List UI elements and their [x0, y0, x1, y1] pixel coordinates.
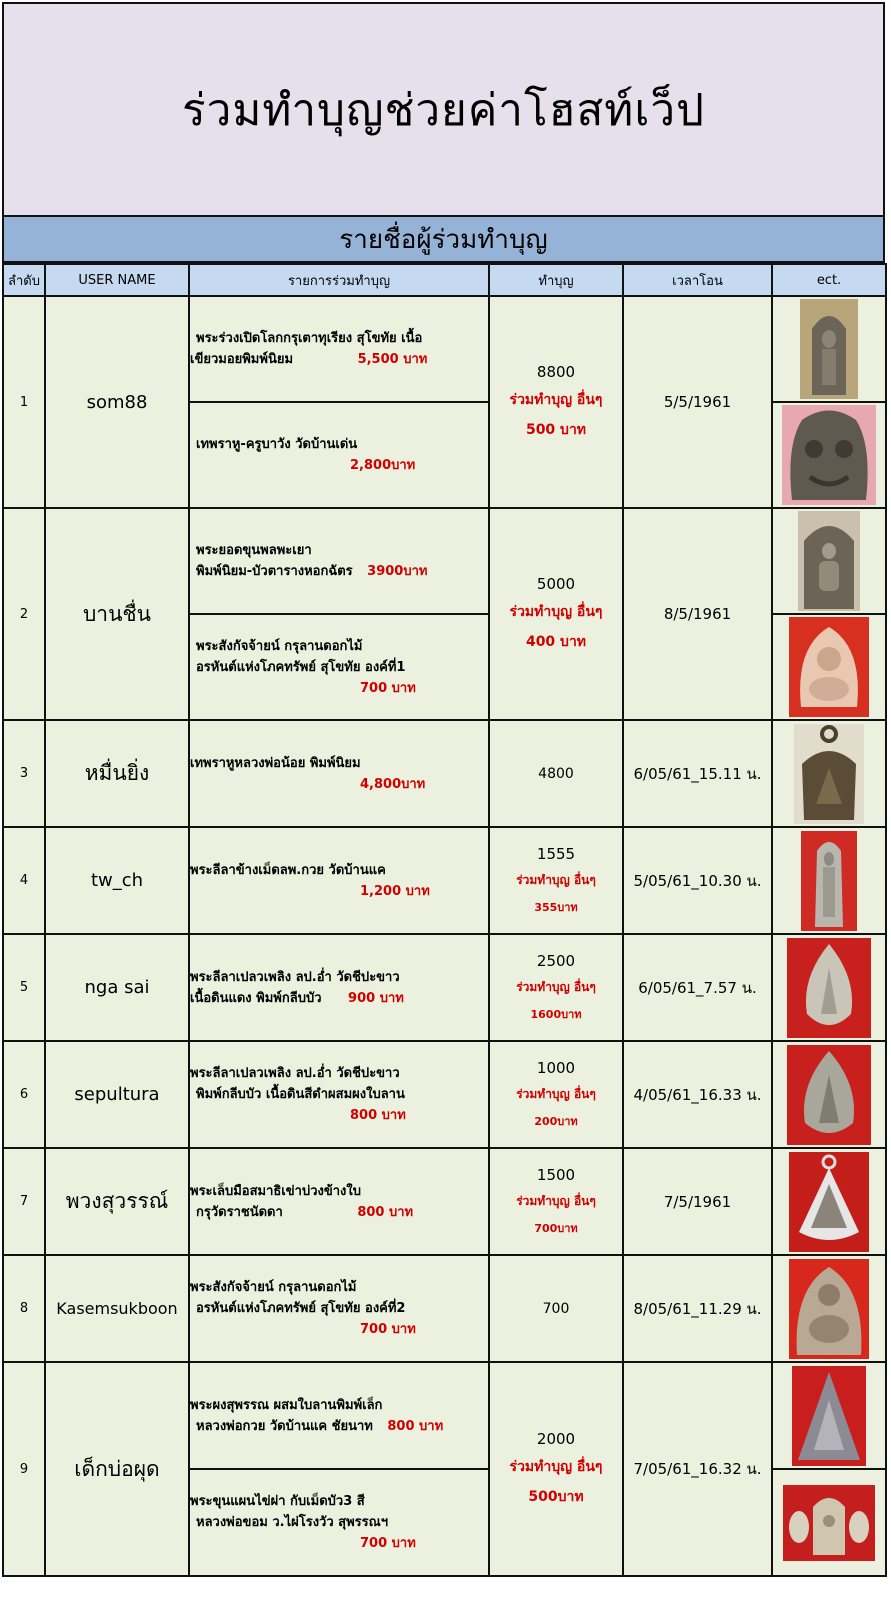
- donation-item: [189, 508, 489, 614]
- other-label: ร่วมทำบุญ อื่นๆ: [516, 1087, 596, 1101]
- item-price: 700 บาท: [360, 1536, 416, 1551]
- item-line-1: พระลีลาเปลวเพลิง ลป.อ่ำ วัดชีปะขาว: [190, 1066, 400, 1081]
- amulet-image: [782, 405, 876, 505]
- item-price: 2,800บาท: [350, 458, 416, 473]
- item-line-1: พระลีลาข้างเม็ดลพ.กวย วัดบ้านแค: [190, 862, 386, 878]
- item-line-2: หลวงพ่อกวย วัดบ้านแค ชัยนาท: [196, 1418, 373, 1434]
- amulet-photo: [772, 296, 886, 402]
- item-line-1: พระสังกัจจ้ายน์ กรุลานดอกไม้: [190, 1280, 357, 1295]
- other-value: 400 บาท: [525, 634, 587, 650]
- row-number: 7: [3, 1148, 45, 1255]
- transfer-time: 5/5/1961: [623, 296, 772, 508]
- other-label: ร่วมทำบุญ อื่นๆ: [509, 1459, 603, 1475]
- other-value: 500บาท: [528, 1489, 584, 1505]
- item-line-1: เทพราหูหลวงพ่อน้อย พิมพ์นิยม: [190, 755, 361, 771]
- other-label: ร่วมทำบุญ อื่นๆ: [516, 873, 596, 887]
- item-price: 5,500 บาท: [357, 352, 428, 367]
- page-title: ร่วมทำบุญช่วยค่าโฮสท์เว็ป: [182, 84, 705, 136]
- table-row: [3, 1041, 886, 1148]
- other-value: 500 บาท: [525, 422, 587, 438]
- item-line-1: พระร่วงเปิดโลกกรุเตาทุเรียง สุโขทัย เนื้อ: [196, 331, 423, 346]
- transfer-time: 8/5/1961: [623, 508, 772, 720]
- donation-amount: [489, 827, 623, 934]
- donation-amount: [489, 1362, 623, 1576]
- item-price: 700 บาท: [360, 1322, 416, 1337]
- item-price: 1,200 บาท: [360, 883, 430, 899]
- user-name: พวงสุวรรณ์: [45, 1148, 189, 1255]
- item-price: 800 บาท: [350, 1108, 406, 1123]
- row-number: 2: [3, 508, 45, 720]
- amulet-photo: [772, 508, 886, 614]
- amount-value: 2500: [536, 952, 576, 970]
- amount-value: 8800: [536, 363, 576, 381]
- item-price: 800 บาท: [357, 1204, 414, 1220]
- item-line-1: พระเล็บมือสมาธิเข่าบ่วงข้างใบ: [190, 1183, 361, 1199]
- amulet-photo: [772, 1255, 886, 1362]
- amulet-photo: [772, 614, 886, 720]
- donation-item: [189, 614, 489, 720]
- donation-item: [189, 1148, 489, 1255]
- user-name: nga sai: [45, 934, 189, 1041]
- item-line-2: เนื้อดินแดง พิมพ์กลีบบัว: [190, 990, 322, 1006]
- amulet-image: [789, 1152, 869, 1252]
- user-name: Kasemsukboon: [45, 1255, 189, 1362]
- donation-amount: [489, 1041, 623, 1148]
- amount-value: 5000: [536, 575, 576, 593]
- transfer-time: 4/05/61_16.33 น.: [623, 1041, 772, 1148]
- item-line-1: พระผงสุพรรณ ผสมใบลานพิมพ์เล็ก: [190, 1397, 383, 1413]
- item-line-2: หลวงพ่อขอม ว.ไผ่โรงวัว สุพรรณฯ: [196, 1515, 389, 1530]
- item-line-2: อรหันต์แห่งโภคทรัพย์ สุโขทัย องค์ที่1: [196, 659, 406, 675]
- table-row: [3, 1255, 886, 1362]
- donor-table: [2, 263, 887, 1577]
- other-value: 355บาท: [534, 901, 578, 914]
- sub-header: [2, 217, 885, 263]
- user-name: som88: [45, 296, 189, 508]
- col-header-time: เวลาโอน: [623, 264, 772, 296]
- item-line-2: พิมพ์กลีบบัว เนื้อดินสีดำผสมผงใบลาน: [196, 1087, 405, 1102]
- table-row: [3, 827, 886, 934]
- donation-amount: [489, 720, 623, 827]
- row-number: 5: [3, 934, 45, 1041]
- transfer-time: 8/05/61_11.29 น.: [623, 1255, 772, 1362]
- amulet-image: [783, 1485, 875, 1561]
- table-row: [3, 296, 886, 402]
- amulet-image: [787, 1045, 871, 1145]
- donation-item: [189, 402, 489, 508]
- other-value: 200บาท: [534, 1115, 578, 1128]
- item-price: 800 บาท: [387, 1418, 444, 1434]
- other-value: 700บาท: [534, 1222, 578, 1235]
- row-number: 3: [3, 720, 45, 827]
- amulet-image: [794, 724, 864, 824]
- other-label: ร่วมทำบุญ อื่นๆ: [516, 1194, 596, 1208]
- donation-item: [189, 827, 489, 934]
- item-price: 900 บาท: [348, 990, 404, 1006]
- item-price: 4,800บาท: [360, 776, 426, 792]
- item-line-2: กรุวัดราชนัดดา: [196, 1204, 283, 1220]
- row-number: 8: [3, 1255, 45, 1362]
- amulet-photo: [772, 827, 886, 934]
- amulet-image: [789, 617, 869, 717]
- donation-amount: [489, 296, 623, 508]
- amount-value: 4800: [538, 765, 574, 782]
- amulet-image: [800, 299, 858, 399]
- donation-amount: [489, 1148, 623, 1255]
- user-name: tw_ch: [45, 827, 189, 934]
- item-price: 3900บาท: [367, 564, 428, 579]
- amulet-photo: [772, 1469, 886, 1576]
- donation-amount: [489, 934, 623, 1041]
- amulet-image: [801, 831, 857, 931]
- donation-item: [189, 720, 489, 827]
- donation-item: [189, 1041, 489, 1148]
- donation-amount: [489, 508, 623, 720]
- item-line-1: เทพราหู-ครูบาวัง วัดบ้านเด่น: [196, 437, 358, 452]
- item-line-1: พระขุนแผนไข่ผ่า กับเม็ดบัว3 สี: [190, 1494, 365, 1509]
- amulet-image: [787, 938, 871, 1038]
- transfer-time: 6/05/61_7.57 น.: [623, 934, 772, 1041]
- other-label: ร่วมทำบุญ อื่นๆ: [509, 604, 603, 620]
- amulet-image: [792, 1366, 866, 1466]
- amount-value: 1555: [536, 845, 576, 863]
- amulet-photo: [772, 720, 886, 827]
- donation-item: [189, 1362, 489, 1469]
- amulet-photo: [772, 1148, 886, 1255]
- amulet-photo: [772, 1041, 886, 1148]
- item-price: 700 บาท: [360, 680, 416, 696]
- donation-amount: [489, 1255, 623, 1362]
- sub-title: รายชื่อผู้ร่วมทำบุญ: [339, 224, 548, 255]
- col-header-item: รายการร่วมทำบุญ: [189, 264, 489, 296]
- row-number: 1: [3, 296, 45, 508]
- donation-item: [189, 296, 489, 402]
- user-name: บานชื่น: [45, 508, 189, 720]
- amulet-photo: [772, 934, 886, 1041]
- donation-item: [189, 934, 489, 1041]
- donation-item: [189, 1469, 489, 1576]
- amount-value: 1000: [536, 1059, 576, 1077]
- item-line-2: เขียวมอยพิมพ์นิยม: [190, 352, 294, 367]
- col-header-etc: ect.: [772, 264, 886, 296]
- table-row: [3, 508, 886, 614]
- amulet-photo: [772, 402, 886, 508]
- amulet-image: [789, 1259, 869, 1359]
- col-header-no: ลำดับ: [3, 264, 45, 296]
- other-value: 1600บาท: [530, 1008, 582, 1021]
- row-number: 6: [3, 1041, 45, 1148]
- row-number: 9: [3, 1362, 45, 1576]
- user-name: เด็กบ่อผุด: [45, 1362, 189, 1576]
- row-number: 4: [3, 827, 45, 934]
- transfer-time: 5/05/61_10.30 น.: [623, 827, 772, 934]
- amount-value: 2000: [536, 1430, 576, 1448]
- table-row: [3, 720, 886, 827]
- transfer-time: 6/05/61_15.11 น.: [623, 720, 772, 827]
- table-row: [3, 934, 886, 1041]
- amount-value: 1500: [536, 1166, 576, 1184]
- item-line-2: อรหันต์แห่งโภคทรัพย์ สุโขทัย องค์ที่2: [196, 1301, 406, 1316]
- amulet-photo: [772, 1362, 886, 1469]
- amount-value: 700: [542, 1300, 570, 1317]
- col-header-user: USER NAME: [45, 264, 189, 296]
- transfer-time: 7/05/61_16.32 น.: [623, 1362, 772, 1576]
- transfer-time: 7/5/1961: [623, 1148, 772, 1255]
- item-line-1: พระลีลาเปลวเพลิง ลป.อ่ำ วัดชีปะขาว: [190, 969, 400, 985]
- donation-item: [189, 1255, 489, 1362]
- item-line-1: พระยอดขุนพลพะเยา: [196, 543, 312, 558]
- user-name: sepultura: [45, 1041, 189, 1148]
- item-line-1: พระสังกัจจ้ายน์ กรุลานดอกไม้: [196, 638, 363, 654]
- user-name: หมื่นยิ่ง: [45, 720, 189, 827]
- page-header: [2, 2, 885, 217]
- other-label: ร่วมทำบุญ อื่นๆ: [516, 980, 596, 994]
- item-line-2: พิมพ์นิยม-บัวตารางหอกฉัตร: [196, 564, 353, 579]
- table-row: [3, 1148, 886, 1255]
- other-label: ร่วมทำบุญ อื่นๆ: [509, 392, 603, 408]
- amulet-image: [798, 511, 860, 611]
- table-row: [3, 1362, 886, 1469]
- col-header-amount: ทำบุญ: [489, 264, 623, 296]
